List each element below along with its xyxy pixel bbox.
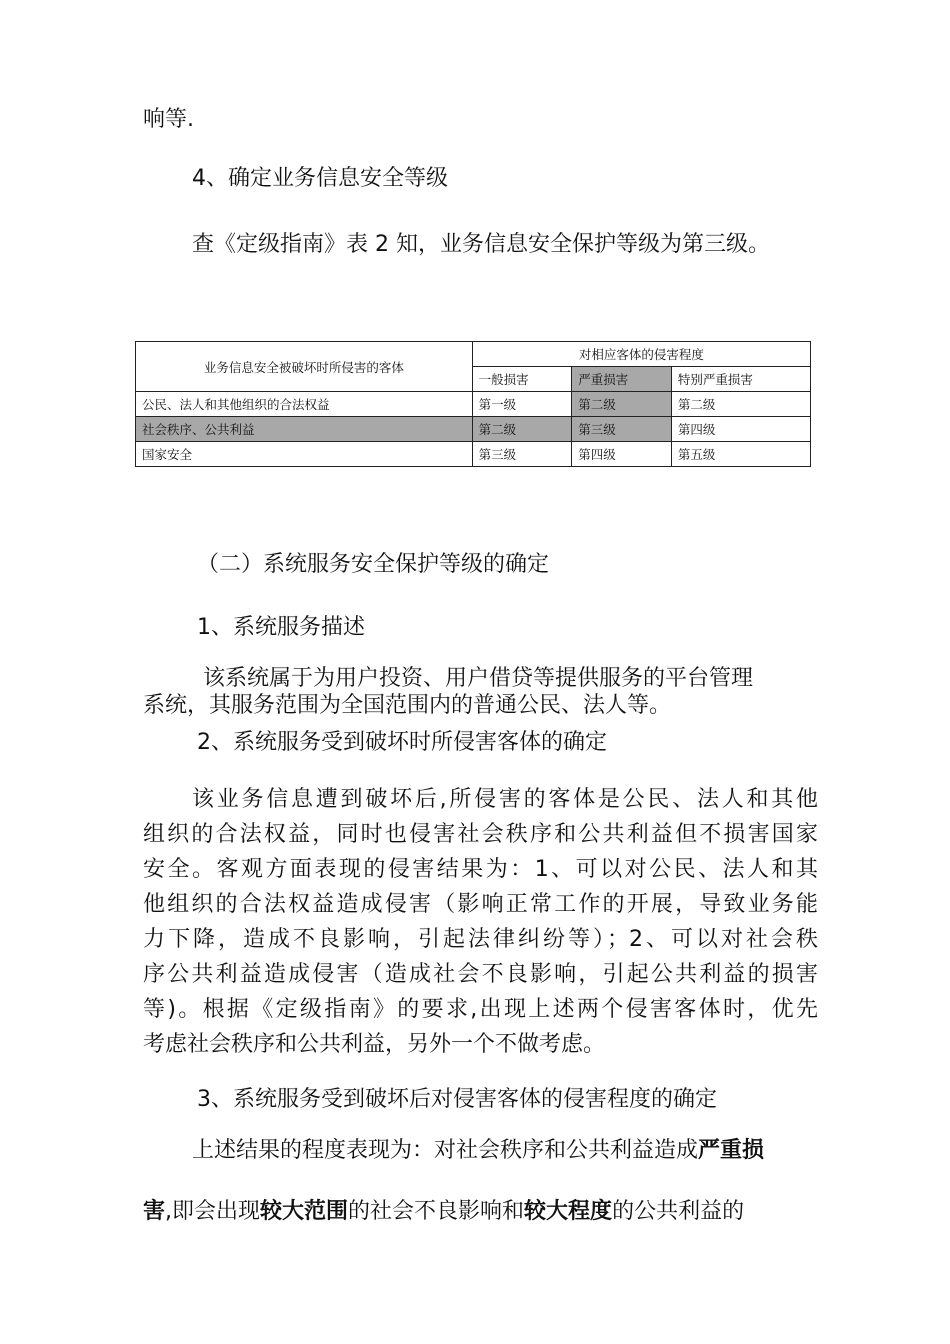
table-cell: 第四级 [572, 442, 672, 467]
table-cell: 第一级 [472, 392, 572, 417]
section-heading: （二）系统服务安全保护等级的确定 [197, 552, 550, 577]
table-row [136, 442, 811, 467]
text-run: ,即会出现 [165, 1199, 261, 1224]
paragraph: 查《定级指南》表 2 知，业务信息安全保护等级为第三级。 [192, 232, 770, 257]
text-run: 的社会不良影响和 [348, 1199, 525, 1224]
paragraph-line: 序公共利益造成侵害（造成社会不良影响，引起公共利益的损害 [143, 962, 818, 987]
section-heading: 4、确定业务信息安全等级 [192, 166, 448, 191]
table-column-header: 一般损害 [472, 367, 572, 392]
table-row-label: 国家安全 [136, 442, 473, 467]
table-cell: 第四级 [671, 417, 810, 442]
paragraph-line: 组织的合法权益，同时也侵害社会秩序和公共利益但不损害国家 [143, 822, 818, 847]
table-row [136, 392, 811, 417]
text-run: 的公共利益的 [612, 1199, 745, 1224]
table-cell: 第三级 [572, 417, 672, 442]
table-row [136, 417, 811, 442]
paragraph-line [192, 1133, 764, 1164]
table-cell: 第三级 [472, 442, 572, 467]
bold-text: 较大范围 [260, 1199, 349, 1224]
table-corner-header: 业务信息安全被破坏时所侵害的客体 [136, 342, 473, 392]
paragraph [143, 782, 818, 1062]
table-cell: 第二级 [572, 392, 672, 417]
paragraph-line: 力下降，造成不良影响，引起法律纠纷等）；2、可以对社会秩 [143, 927, 818, 952]
bold-text: 害 [143, 1199, 166, 1224]
table-cell: 第五级 [671, 442, 810, 467]
bold-text: 较大程度 [524, 1199, 613, 1224]
paragraph-line: 系统，其服务范围为全国范围内的普通公民、法人等。 [143, 693, 672, 718]
subsection-heading: 2、系统服务受到破坏时所侵害客体的确定 [197, 730, 607, 755]
table-cell: 第二级 [472, 417, 572, 442]
table-cell: 第二级 [671, 392, 810, 417]
grading-table [135, 341, 811, 467]
paragraph-line: 该系统属于为用户投资、用户借贷等提供服务的平台管理 [203, 666, 754, 691]
subsection-heading: 1、系统服务描述 [197, 615, 365, 640]
paragraph-line: 考虑社会秩序和公共利益，另外一个不做考虑。 [143, 1032, 606, 1057]
paragraph-line: 他组织的合法权益造成侵害（影响正常工作的开展，导致业务能 [143, 892, 818, 917]
table-column-header: 严重损害 [572, 367, 672, 392]
table-row-label: 社会秩序、公共利益 [136, 417, 473, 442]
paragraph-line: 安全。客观方面表现的侵害结果为：1、可以对公民、法人和其 [143, 857, 818, 882]
table-column-header: 特别严重损害 [671, 367, 810, 392]
text-run: 上述结果的程度表现为：对社会秩序和公共利益造成 [192, 1138, 699, 1163]
table-group-header: 对相应客体的侵害程度 [472, 342, 810, 367]
bold-text: 严重损 [698, 1138, 765, 1163]
subsection-heading: 3、系统服务受到破坏后对侵害客体的侵害程度的确定 [197, 1087, 717, 1112]
table-row-label: 公民、法人和其他组织的合法权益 [136, 392, 473, 417]
paragraph-line [143, 1194, 744, 1225]
text-line: 响等. [143, 107, 194, 132]
paragraph-line: 等)。根据《定级指南》的要求,出现上述两个侵害客体时，优先 [143, 997, 818, 1022]
paragraph-line: 该业务信息遭到破坏后,所侵害的客体是公民、法人和其他 [192, 787, 818, 812]
